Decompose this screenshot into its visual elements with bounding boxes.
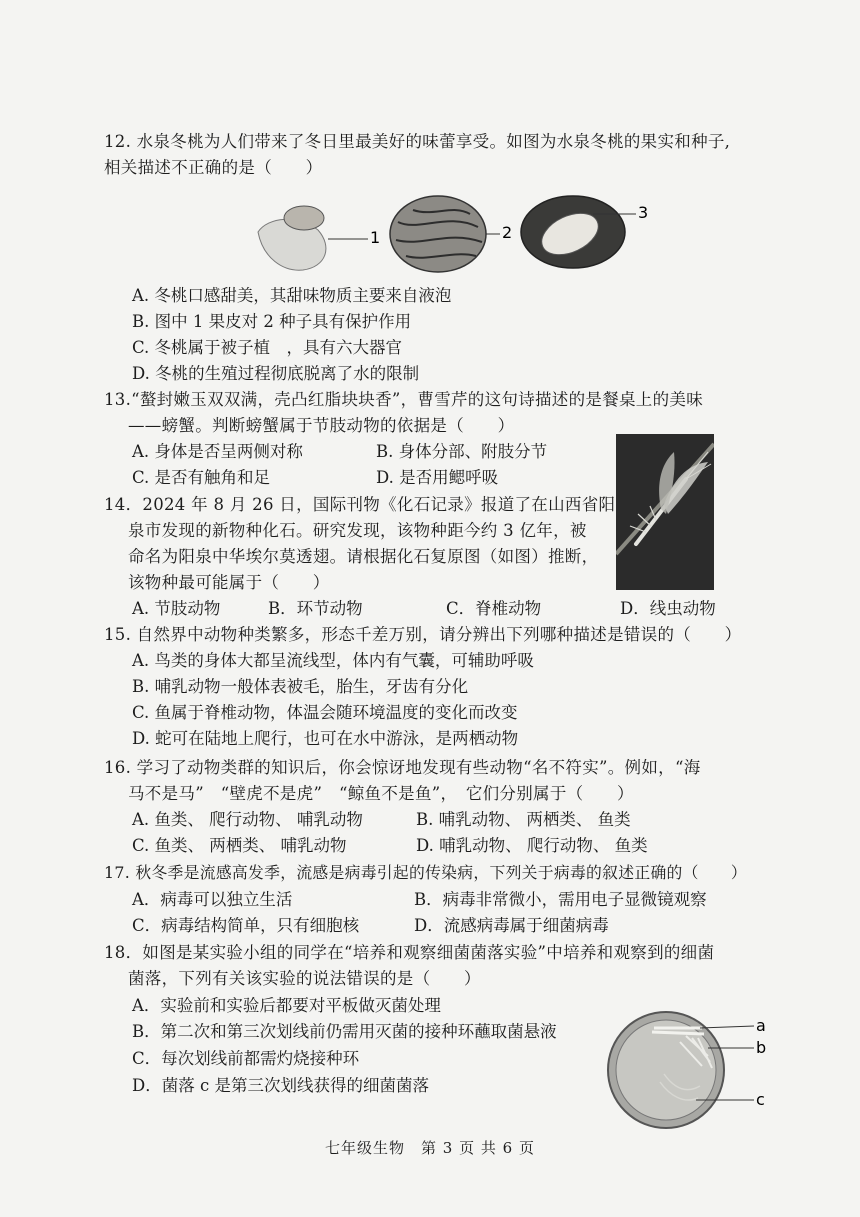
q15-option-a: A. 鸟类的身体大都呈流线型，体内有气囊，可辅助呼吸 — [132, 651, 534, 670]
label-b: b — [756, 1038, 767, 1057]
q13-option-b: B. 身体分部、附肢分节 — [376, 442, 548, 461]
q12-option-b: B. 图中 1 果皮对 2 种子具有保护作用 — [132, 312, 412, 331]
label-2: 2 — [502, 223, 513, 242]
q16-stem-line1: 16. 学习了动物类群的知识后，你会惊讶地发现有些动物“名不符实”。例如，“海 — [104, 758, 701, 777]
q16-option-b: B. 哺乳动物、 两栖类、 鱼类 — [416, 810, 631, 829]
q16-option-c: C. 鱼类、 两栖类、 哺乳动物 — [132, 836, 347, 855]
insect-fossil-figure — [616, 434, 714, 590]
q18-stem-line2: 菌落，下列有关该实验的说法错误的是（ ） — [128, 969, 481, 988]
label-c: c — [756, 1090, 765, 1109]
q18-option-d: D．菌落 c 是第三次划线获得的细菌菌落 — [132, 1076, 429, 1095]
label-line-a — [700, 1026, 754, 1028]
q17-option-c: C．病毒结构简单，只有细胞核 — [132, 916, 360, 935]
q14-stem-line2: 泉市发现的新物种化石。研究发现，该物种距今约 3 亿年，被 — [128, 521, 587, 540]
q17-option-a: A．病毒可以独立生活 — [132, 890, 293, 909]
q15-option-d: D. 蛇可在陆地上爬行，也可在水中游泳，是两栖动物 — [132, 729, 519, 748]
q12-option-c: C. 冬桃属于被子植 ，具有六大器官 — [132, 338, 403, 357]
q18-option-b: B．第二次和第三次划线前仍需用灭菌的接种环蘸取菌悬液 — [132, 1022, 557, 1041]
q12-option-d: D. 冬桃的生殖过程彻底脱离了水的限制 — [132, 364, 420, 383]
q16-stem-line2: 马不是马” “壁虎不是虎” “鲸鱼不是鱼”， 它们分别属于（ ） — [128, 784, 634, 803]
q15-stem: 15. 自然界中动物种类繁多，形态千差万别，请分辨出下列哪种描述是错误的（ ） — [104, 625, 742, 644]
q14-stem-line3: 命名为阳泉中华埃尔莫透翅。请根据化石复原图（如图）推断， — [128, 547, 599, 566]
q14-option-c: C．脊椎动物 — [446, 599, 542, 618]
q12-option-a: A. 冬桃口感甜美，其甜味物质主要来自液泡 — [132, 286, 452, 305]
q13-stem-line1: 13.“螯封嫩玉双双满，壳凸红脂块块香”，曹雪芹的这句诗描述的是餐桌上的美味 — [104, 390, 704, 409]
q14-option-a: A. 节肢动物 — [132, 599, 221, 618]
page-footer: 七年级生物 第 3 页 共 6 页 — [325, 1139, 535, 1157]
q14-stem-line4: 该物种最可能属于（ ） — [128, 573, 330, 592]
q17-stem: 17. 秋冬季是流感高发季，流感是病毒引起的传染病，下列关于病毒的叙述正确的（ ） — [104, 863, 748, 882]
q14-stem-line1: 14．2024 年 8 月 26 日，国际刊物《化石记录》报道了在山西省阳 — [104, 495, 616, 514]
label-a: a — [756, 1016, 766, 1035]
q14-option-b: B．环节动物 — [268, 599, 363, 618]
q16-option-d: D. 哺乳动物、 爬行动物、 鱼类 — [416, 836, 648, 855]
label-1: 1 — [370, 228, 381, 247]
q13-option-c: C. 是否有触角和足 — [132, 468, 271, 487]
q12-stem-line1: 12. 水泉冬桃为人们带来了冬日里最美好的味蕾享受。如图为水泉冬桃的果实和种子, — [104, 132, 731, 151]
peach-pit-shape — [390, 196, 486, 272]
q15-option-b: B. 哺乳动物一般体表被毛，胎生，牙齿有分化 — [132, 677, 469, 696]
q15-option-c: C. 鱼属于脊椎动物，体温会随环境温度的变化而改变 — [132, 703, 518, 722]
q18-stem-line1: 18．如图是某实验小组的同学在“培养和观察细菌菌落实验”中培养和观察到的细菌 — [104, 943, 715, 962]
q12-stem-line2: 相关描述不正确的是（ ） — [104, 158, 323, 177]
q13-option-d: D. 是否用鳃呼吸 — [376, 468, 499, 487]
q14-option-d: D．线虫动物 — [620, 599, 716, 618]
label-3: 3 — [638, 203, 649, 222]
q17-option-b: B．病毒非常微小，需用电子显微镜观察 — [414, 890, 707, 909]
q17-option-d: D．流感病毒属于细菌病毒 — [414, 916, 609, 935]
petri-dish-figure — [604, 1008, 774, 1132]
q13-stem-line2: ——螃蟹。判断螃蟹属于节肢动物的依据是（ ） — [128, 416, 515, 435]
q18-option-a: A．实验前和实验后都要对平板做灭菌处理 — [132, 996, 441, 1015]
peach-fruit-seed-figure — [248, 192, 668, 280]
q18-option-c: C．每次划线前都需灼烧接种环 — [132, 1049, 360, 1068]
q13-option-a: A. 身体是否呈两侧对称 — [132, 442, 303, 461]
q16-option-a: A. 鱼类、 爬行动物、 哺乳动物 — [132, 810, 363, 829]
peach-flesh-shape — [284, 206, 324, 230]
